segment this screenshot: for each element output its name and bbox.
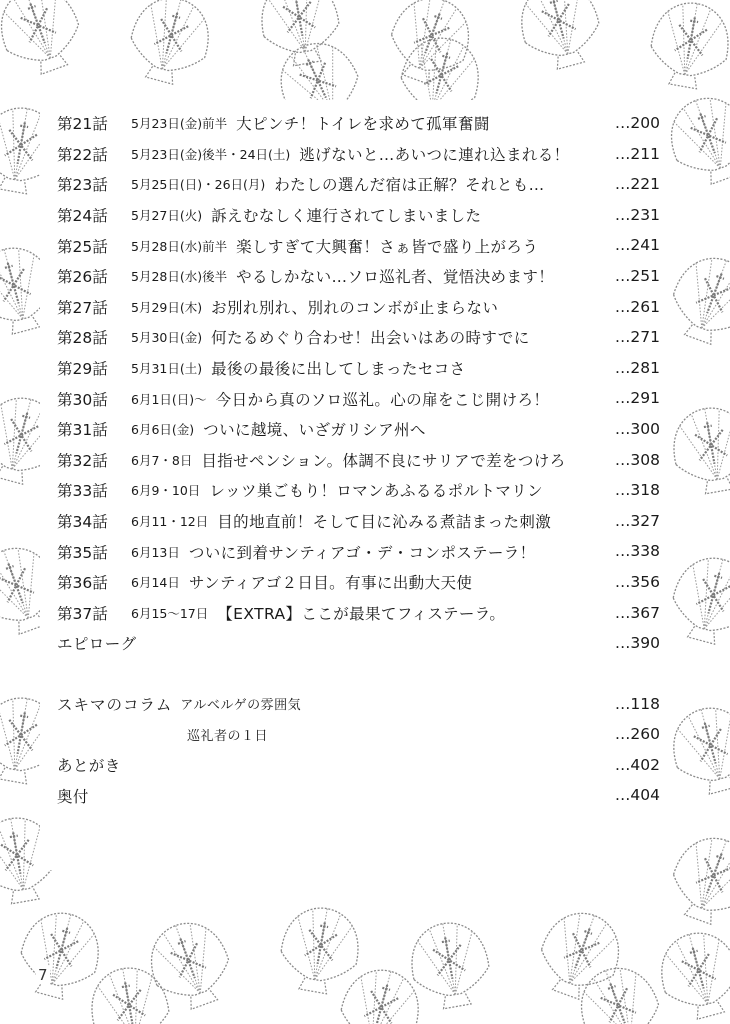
- page-ref: …261: [614, 292, 660, 323]
- afterword-label: あとがき: [57, 757, 121, 776]
- page-ref: …200: [614, 108, 660, 139]
- chapter-title: レッツ巣ごもり！ロマンあふるるポルトマリン: [209, 482, 544, 501]
- chapter-title: ついに越境、いざガリシア州へ: [203, 421, 426, 440]
- page-ref: …291: [614, 383, 660, 414]
- chapter-number: 第29話: [57, 360, 108, 379]
- scallop-shell-icon: [140, 912, 240, 1017]
- chapter-title: 目的地直前！そして目に沁みる煮詰まった刺激: [217, 513, 552, 532]
- toc-row-chapter[interactable]: [57, 200, 660, 231]
- page-ref: …338: [614, 536, 660, 567]
- chapter-number: 第26話: [57, 268, 108, 287]
- page-ref: …356: [614, 567, 660, 598]
- scallop-shell-icon: [530, 902, 630, 1007]
- page-ref: …221: [614, 169, 660, 200]
- scallop-shell-icon: [255, 0, 345, 70]
- toc-row-chapter[interactable]: [57, 445, 660, 476]
- toc-row-chapter[interactable]: [57, 108, 660, 139]
- chapter-title: 【EXTRA】ここが最果てフィステーラ。: [217, 604, 506, 623]
- toc-row-column-1[interactable]: [57, 689, 660, 720]
- scallop-shell-icon: [645, 0, 730, 93]
- toc-row-column-2[interactable]: [57, 719, 660, 750]
- page-ref: …271: [614, 322, 660, 353]
- page-ref: …211: [614, 139, 660, 170]
- scallop-shell-icon: [512, 0, 607, 75]
- chapter-number: 第25話: [57, 237, 108, 256]
- page-ref: …260: [614, 719, 660, 750]
- chapter-number: 第24話: [57, 207, 108, 226]
- chapter-date: 6月7・8日: [131, 452, 193, 468]
- toc-row-colophon[interactable]: [57, 780, 660, 811]
- chapter-date: 5月31日(土): [131, 361, 203, 377]
- chapter-date: 6月14日: [131, 575, 180, 591]
- page-ref: …300: [614, 414, 660, 445]
- chapter-title: 楽しすぎて大興奮！さぁ皆で盛り上がろう: [236, 237, 539, 256]
- page-ref: …402: [614, 750, 660, 781]
- chapter-date: 5月27日(火): [131, 208, 203, 224]
- chapter-date: 6月9・10日: [131, 483, 201, 499]
- chapter-date: 5月29日(木): [131, 299, 203, 315]
- chapter-date: 6月13日: [131, 544, 180, 560]
- toc-row-chapter[interactable]: [57, 230, 660, 261]
- scallop-shell-icon: [664, 550, 730, 651]
- chapter-number: 第32話: [57, 451, 108, 470]
- toc-row-chapter[interactable]: [57, 567, 660, 598]
- chapter-title: サンティアゴ２日目。有事に出動大天使: [188, 574, 473, 593]
- chapter-number: 第31話: [57, 421, 108, 440]
- chapter-date: 5月25日(日)・26日(月): [131, 177, 266, 193]
- toc-row-afterword[interactable]: [57, 750, 660, 781]
- scallop-shell-icon: [652, 925, 730, 1024]
- spacer: [57, 659, 660, 689]
- toc-row-chapter[interactable]: [57, 475, 660, 506]
- chapter-number: 第35話: [57, 543, 108, 562]
- scallop-shell-icon: [662, 827, 730, 932]
- chapter-title: 今日から真のソロ巡礼。心の扉をこじ開けろ！: [215, 390, 550, 409]
- chapter-number: 第23話: [57, 176, 108, 195]
- chapter-title: お別れ別れ、別れのコンボが止まらない: [211, 298, 499, 317]
- toc-row-chapter[interactable]: [57, 292, 660, 323]
- scallop-shell-icon: [332, 962, 427, 1024]
- page-ref: …404: [614, 780, 660, 811]
- scallop-shell-icon: [275, 902, 365, 998]
- chapter-number: 第30話: [57, 390, 108, 409]
- chapter-number: 第28話: [57, 329, 108, 348]
- chapter-date: 5月23日(金)後半・24日(土): [131, 146, 291, 162]
- chapter-title: ついに到着サンティアゴ・デ・コンポステーラ！: [188, 543, 536, 562]
- chapter-date: 5月28日(水)前半: [131, 238, 228, 254]
- toc-row-chapter[interactable]: [57, 169, 660, 200]
- scallop-shell-icon: [662, 247, 730, 352]
- scallop-shell-icon: [85, 962, 175, 1024]
- chapter-number: 第33話: [57, 482, 108, 501]
- chapter-title: 何たるめぐり合わせ！出会いはあの時すでに: [211, 329, 530, 348]
- toc-row-chapter[interactable]: [57, 383, 660, 414]
- scallop-shell-icon: [12, 905, 107, 1006]
- chapter-title: やるしかない…ソロ巡礼者、覚悟決めます！: [236, 268, 555, 287]
- toc-row-chapter[interactable]: [57, 506, 660, 537]
- column-title: アルベルゲの雰囲気: [180, 698, 302, 714]
- colophon-label: 奥付: [57, 787, 89, 806]
- page-ref: …308: [614, 445, 660, 476]
- toc-row-chapter[interactable]: [57, 353, 660, 384]
- chapter-date: 5月30日(金): [131, 330, 203, 346]
- scallop-shell-icon: [660, 87, 730, 192]
- toc-row-chapter[interactable]: [57, 536, 660, 567]
- page-ref: …390: [614, 628, 660, 659]
- column-label: スキマのコラム: [57, 695, 173, 714]
- page-ref: …318: [614, 475, 660, 506]
- toc-row-epilogue[interactable]: [57, 628, 660, 659]
- scallop-shell-icon: [664, 700, 730, 801]
- chapter-date: 6月11・12日: [131, 514, 209, 530]
- chapter-date: 5月28日(水)後半: [131, 269, 228, 285]
- scallop-shell-icon: [122, 0, 217, 90]
- chapter-date: 5月23日(金)前半: [131, 116, 228, 132]
- chapter-title: 大ピンチ！トイレを求めて孤軍奮闘: [236, 115, 490, 134]
- chapter-number: 第37話: [57, 604, 108, 623]
- chapter-number: 第21話: [57, 115, 108, 134]
- page-ref: …327: [614, 506, 660, 537]
- chapter-date: 6月1日(日)〜: [131, 391, 207, 407]
- page-ref: …281: [614, 353, 660, 384]
- column-title: 巡礼者の１日: [187, 729, 269, 745]
- toc-row-chapter[interactable]: [57, 139, 660, 170]
- page-number: 7: [38, 966, 48, 984]
- toc-row-chapter[interactable]: [57, 261, 660, 292]
- chapter-title: 逃げないと…あいつに連れ込まれる！: [299, 145, 570, 164]
- chapter-number: 第34話: [57, 513, 108, 532]
- toc-row-chapter[interactable]: [57, 414, 660, 445]
- page-ref: …231: [614, 200, 660, 231]
- scallop-shell-icon: [405, 917, 495, 1013]
- toc-row-chapter[interactable]: [57, 322, 660, 353]
- table-of-contents: [57, 108, 660, 811]
- chapter-date: 6月15〜17日: [131, 605, 209, 621]
- chapter-number: 第27話: [57, 298, 108, 317]
- page-ref: …118: [614, 689, 660, 720]
- page-ref: …251: [614, 261, 660, 292]
- chapter-number: 第36話: [57, 574, 108, 593]
- chapter-title: 訴えむなしく連行されてしまいました: [211, 207, 482, 226]
- scallop-shell-icon: [570, 957, 670, 1024]
- page-ref: …367: [614, 598, 660, 629]
- chapter-title: わたしの選んだ宿は正解？それとも…: [274, 176, 545, 195]
- chapter-date: 6月6日(金): [131, 422, 195, 438]
- toc-row-chapter[interactable]: [57, 598, 660, 629]
- scallop-shell-icon: [0, 0, 90, 83]
- scallop-shell-icon: [667, 402, 730, 498]
- chapter-number: 第22話: [57, 145, 108, 164]
- page-ref: …241: [614, 230, 660, 261]
- epilogue-label: エピローグ: [57, 635, 137, 654]
- chapter-title: 目指せペンション。体調不良にサリアで差をつけろ: [201, 451, 566, 470]
- chapter-title: 最後の最後に出してしまったセコさ: [211, 360, 466, 379]
